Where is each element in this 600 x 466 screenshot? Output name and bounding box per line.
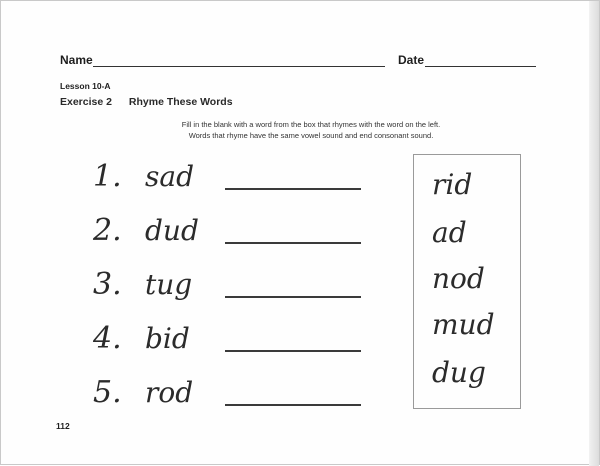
date-label: Date bbox=[398, 53, 425, 67]
word-bank-box bbox=[413, 154, 521, 409]
exercise-heading bbox=[60, 96, 233, 108]
exercise-title: Rhyme These Words bbox=[128, 96, 233, 108]
answer-blank[interactable] bbox=[225, 242, 361, 244]
item-word: rod bbox=[145, 376, 194, 409]
answer-blank[interactable] bbox=[225, 350, 361, 352]
page-edge bbox=[589, 1, 599, 466]
answer-blank[interactable] bbox=[225, 404, 361, 406]
item-word: dud bbox=[145, 214, 199, 247]
instruction-line: Fill in the blank with a word from the box that rhymes with the word on the left. bbox=[181, 120, 441, 129]
name-label: Name bbox=[60, 53, 93, 67]
instruction-line: Words that rhyme have the same vowel sound and end consonant sound. bbox=[188, 131, 434, 140]
word-bank-word: dug bbox=[432, 356, 486, 389]
exercise-item bbox=[93, 373, 373, 413]
exercise-number: Exercise 2 bbox=[60, 96, 112, 108]
item-word: tug bbox=[145, 268, 193, 301]
date-blank[interactable] bbox=[425, 66, 536, 67]
answer-blank[interactable] bbox=[225, 188, 361, 190]
exercise-item bbox=[93, 319, 373, 359]
answer-blank[interactable] bbox=[225, 296, 361, 298]
word-bank-word: nod bbox=[432, 262, 485, 295]
exercise-item bbox=[93, 211, 373, 251]
exercise-item bbox=[93, 265, 373, 305]
item-number: 1. bbox=[93, 159, 122, 194]
word-bank-word: mud bbox=[432, 308, 495, 341]
item-number: 3. bbox=[93, 267, 122, 302]
item-number: 2. bbox=[93, 213, 122, 248]
page-number: 112 bbox=[56, 421, 70, 431]
item-word: bid bbox=[145, 322, 190, 355]
word-bank-word: rid bbox=[432, 168, 473, 201]
instructions bbox=[151, 119, 471, 141]
item-number: 5. bbox=[93, 375, 122, 410]
exercise-item bbox=[93, 157, 373, 197]
item-number: 4. bbox=[93, 321, 122, 356]
name-blank[interactable] bbox=[93, 66, 385, 67]
item-word: sad bbox=[145, 160, 194, 193]
lesson-label: Lesson 10-A bbox=[60, 81, 111, 91]
word-bank-word: ad bbox=[432, 216, 467, 249]
